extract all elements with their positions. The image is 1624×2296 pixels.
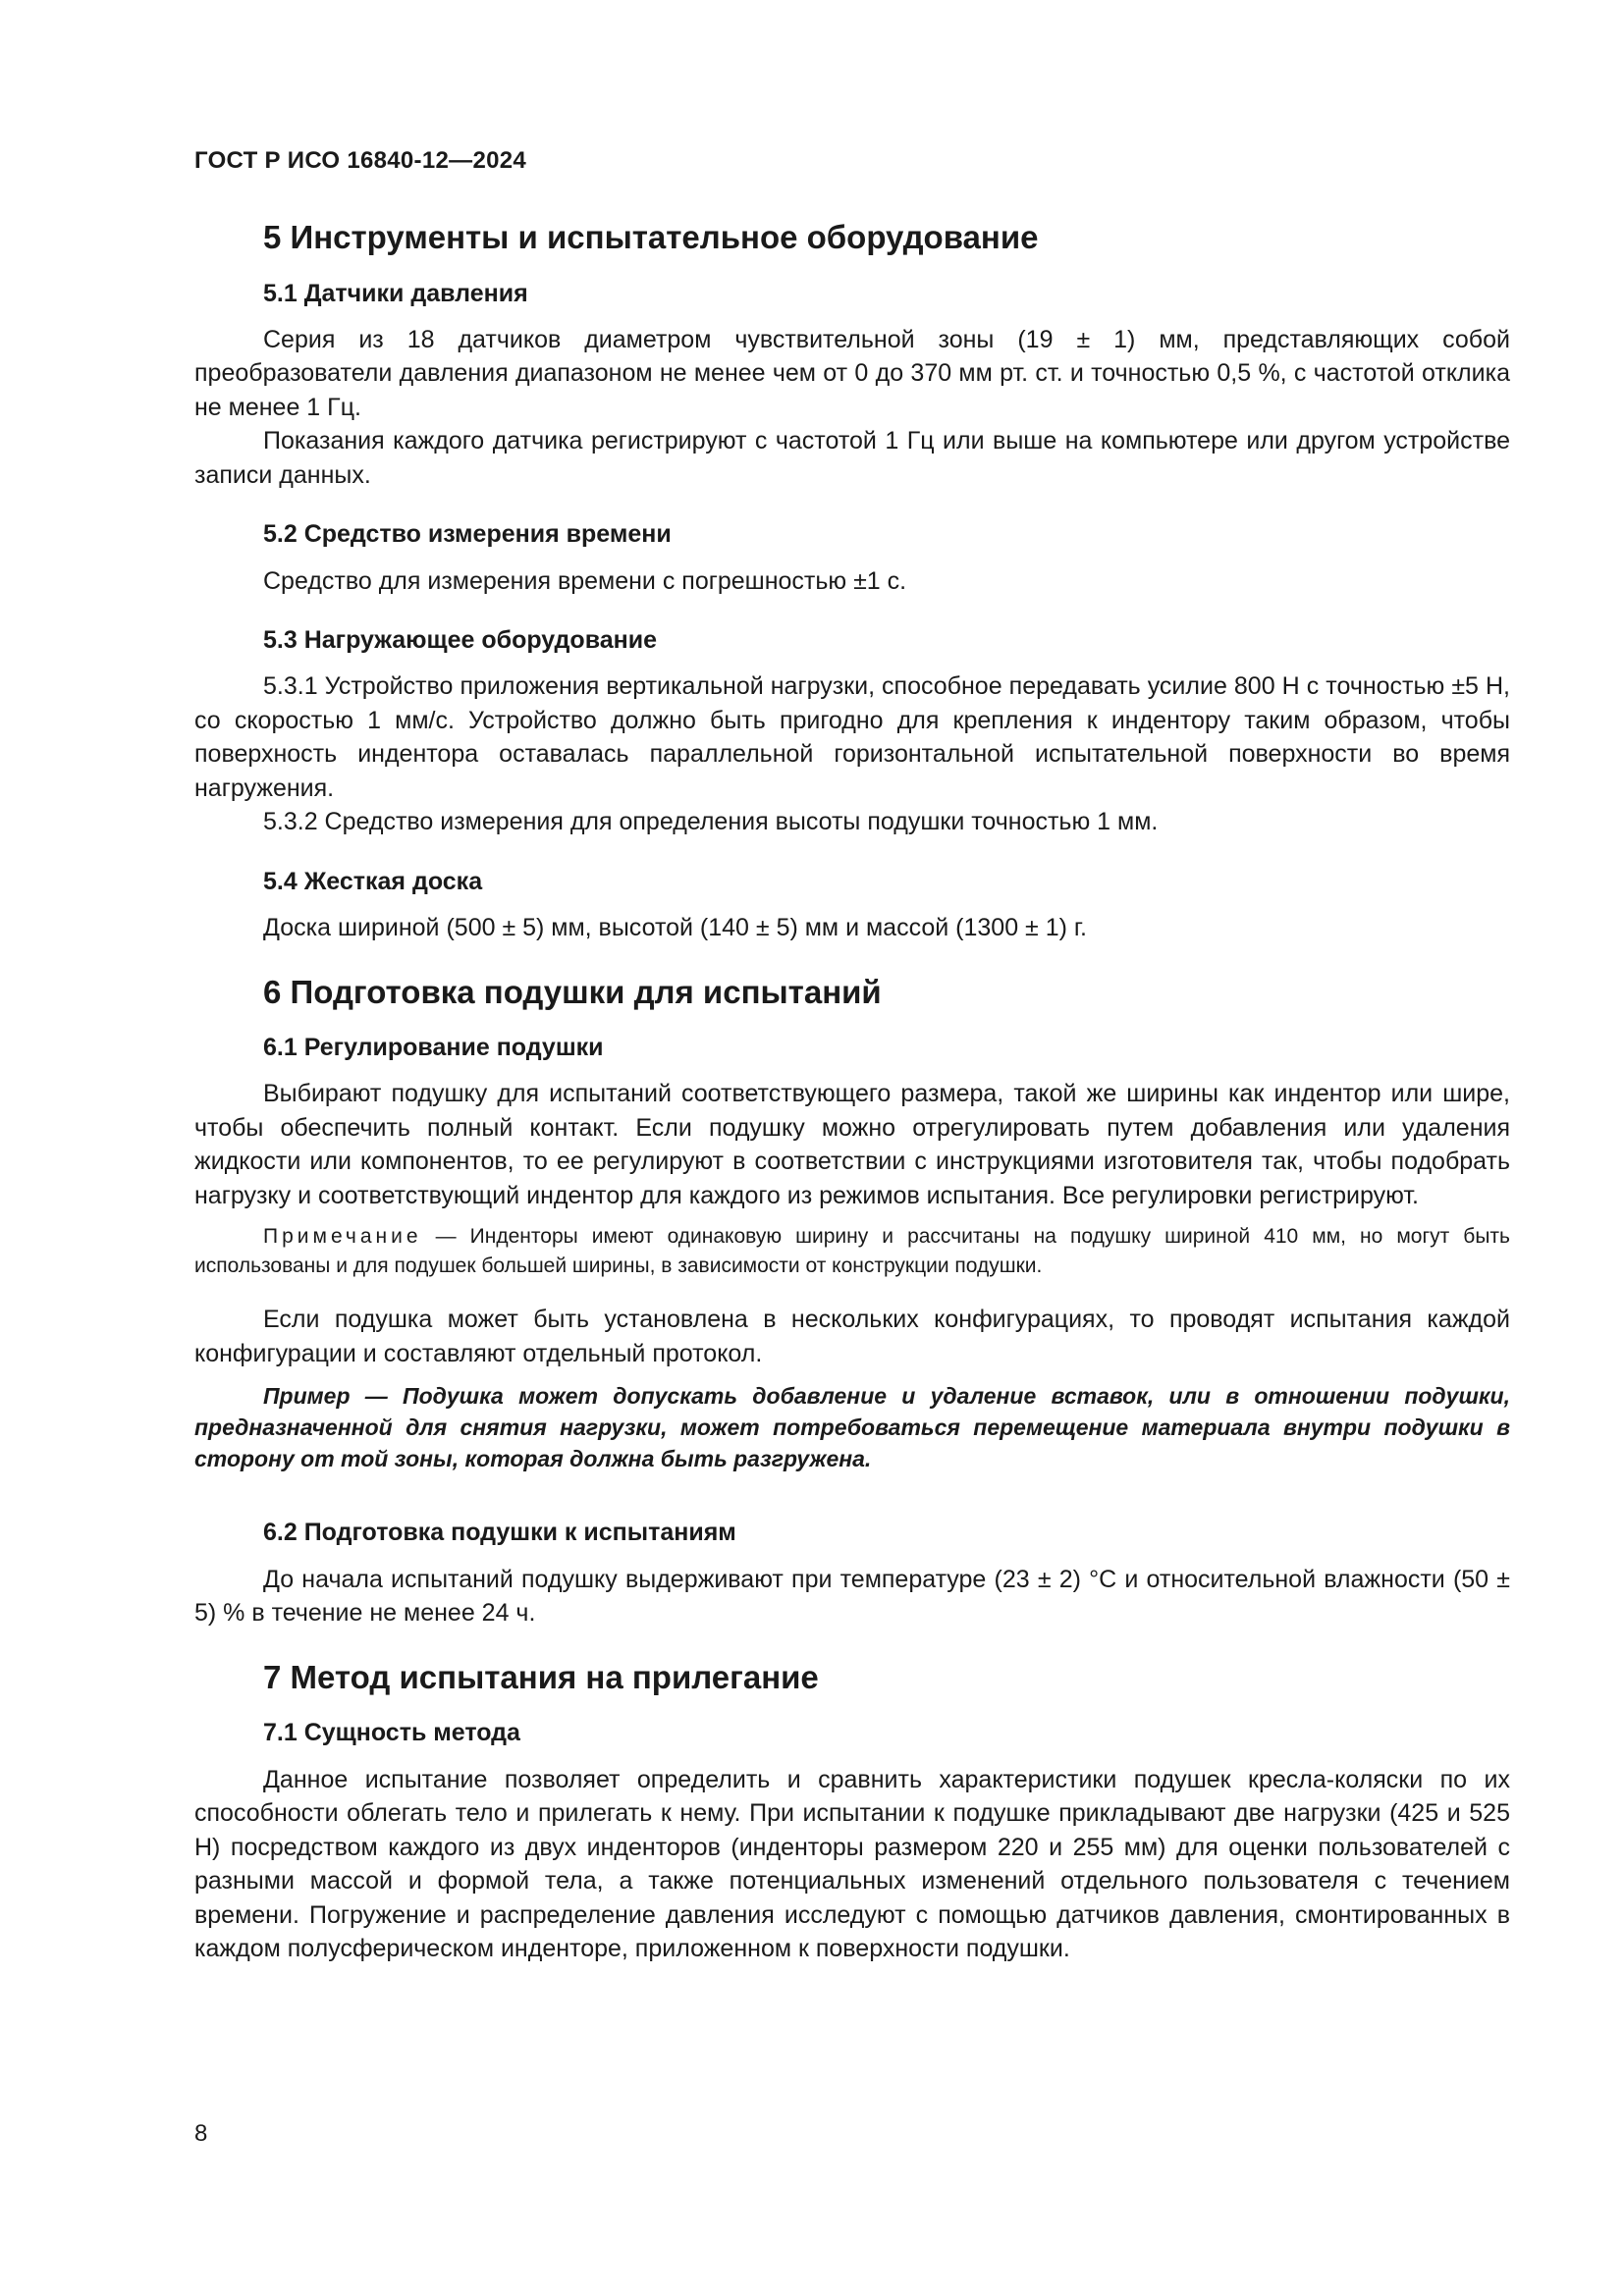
subsection-5-3-title: 5.3 Нагружающее оборудование	[263, 626, 658, 655]
paragraph-7-1-1: Данное испытание позволяет определить и сравнить характеристики подушек кресла-коляски по их способности облегать тело и прилегать к нему. При испытании к подушке прикладывают две нагрузки (425 и 525 Н) посредством каждого из двух инденторов (инденторы размером 220 и 255 мм) для оценки пользователей с разными массой и формой тела, а также потенциальных изменений отдельного пользователя с течением времени. Погружение и распределение давления исследуют с помощью датчиков давления, смонтированных в каждом полусферическом инденторе, приложенном к поверхности подушки.	[194, 1765, 1510, 1963]
paragraph-5-3-2: 5.3.2 Средство измерения для определения высоты подушки точностью 1 мм.	[263, 808, 1159, 836]
paragraph-5-1-2: Показания каждого датчика регистрируют с частотой 1 Гц или выше на компьютере или другом устройстве записи данных.	[194, 427, 1510, 489]
subsection-6-1-title: 6.1 Регулирование подушки	[263, 1034, 604, 1062]
paragraph-6-2-1: До начала испытаний подушку выдерживают при температуре (23 ± 2) °С и относительной влажности (50 ± 5) % в течение не менее 24 ч.	[194, 1565, 1510, 1628]
section-5-title: 5 Инструменты и испытательное оборудование	[263, 219, 1039, 255]
section-7-title: 7 Метод испытания на прилегание	[263, 1658, 819, 1695]
paragraph-6-1-2: Если подушка может быть установлена в нескольких конфигурациях, то проводят испытания каждой конфигурации и составляют отдельный протокол.	[194, 1306, 1510, 1367]
subsection-7-1-title: 7.1 Сущность метода	[263, 1719, 520, 1747]
document-page	[194, 0, 1510, 2296]
paragraph-5-3-1: 5.3.1 Устройство приложения вертикальной нагрузки, способное передавать усилие 800 Н с точностью ±5 Н, со скоростью 1 мм/с. Устройство должно быть пригодно для крепления к индентору таким образом, чтобы поверхность индентора оставалась параллельной горизонтальной испытательной поверхности во время нагружения.	[194, 672, 1510, 802]
subsection-5-4-title: 5.4 Жесткая доска	[263, 867, 483, 895]
paragraph-5-2-1: Средство для измерения времени с погрешностью ±1 с.	[263, 566, 907, 595]
section-6-title: 6 Подготовка подушки для испытаний	[263, 973, 882, 1010]
subsection-6-2-title: 6.2 Подготовка подушки к испытаниям	[263, 1519, 736, 1547]
example-6-1: Пример — Подушка может допускать добавление и удаление вставок, или в отношении подушки, предназначенной для снятия нагрузки, может потребоваться перемещение материала внутри подушки в сторону от той зоны, которая должна быть разгружена.	[194, 1383, 1510, 1472]
note-label: Примечание	[263, 1225, 422, 1249]
paragraph-6-1-1: Выбирают подушку для испытаний соответствующего размера, такой же ширины как индентор или шире, чтобы обеспечить полный контакт. Если подушку можно отрегулировать путем добавления или удаления жидкости или компонентов, то ее регулируют в соответствии с инструкциями изготовителя так, чтобы подобрать нагрузку и соответствующий индентор для каждого из режимов испытания. Все регулировки регистрируют.	[194, 1080, 1510, 1209]
note-6-1	[194, 1222, 1510, 1281]
paragraph-5-4-1: Доска шириной (500 ± 5) мм, высотой (140 ± 5) мм и массой (1300 ± 1) г.	[263, 914, 1087, 942]
paragraph-5-1-1: Серия из 18 датчиков диаметром чувствительной зоны (19 ± 1) мм, представляющих собой преобразователи давления диапазоном не менее чем от 0 до 370 мм рт. ст. и точностью 0,5 %, с частотой отклика не менее 1 Гц.	[194, 325, 1510, 421]
subsection-5-2-title: 5.2 Средство измерения времени	[263, 520, 672, 549]
subsection-5-1-title: 5.1 Датчики давления	[263, 279, 528, 307]
document-content	[194, 218, 1510, 1966]
note-text: — Инденторы имеют одинаковую ширину и рассчитаны на подушку шириной 410 мм, но могут быть использованы и для подушек большей ширины, в зависимости от конструкции подушки.	[194, 1225, 1510, 1278]
standard-header: ГОСТ Р ИСО 16840-12—2024	[194, 147, 527, 174]
page-number: 8	[194, 2120, 208, 2147]
